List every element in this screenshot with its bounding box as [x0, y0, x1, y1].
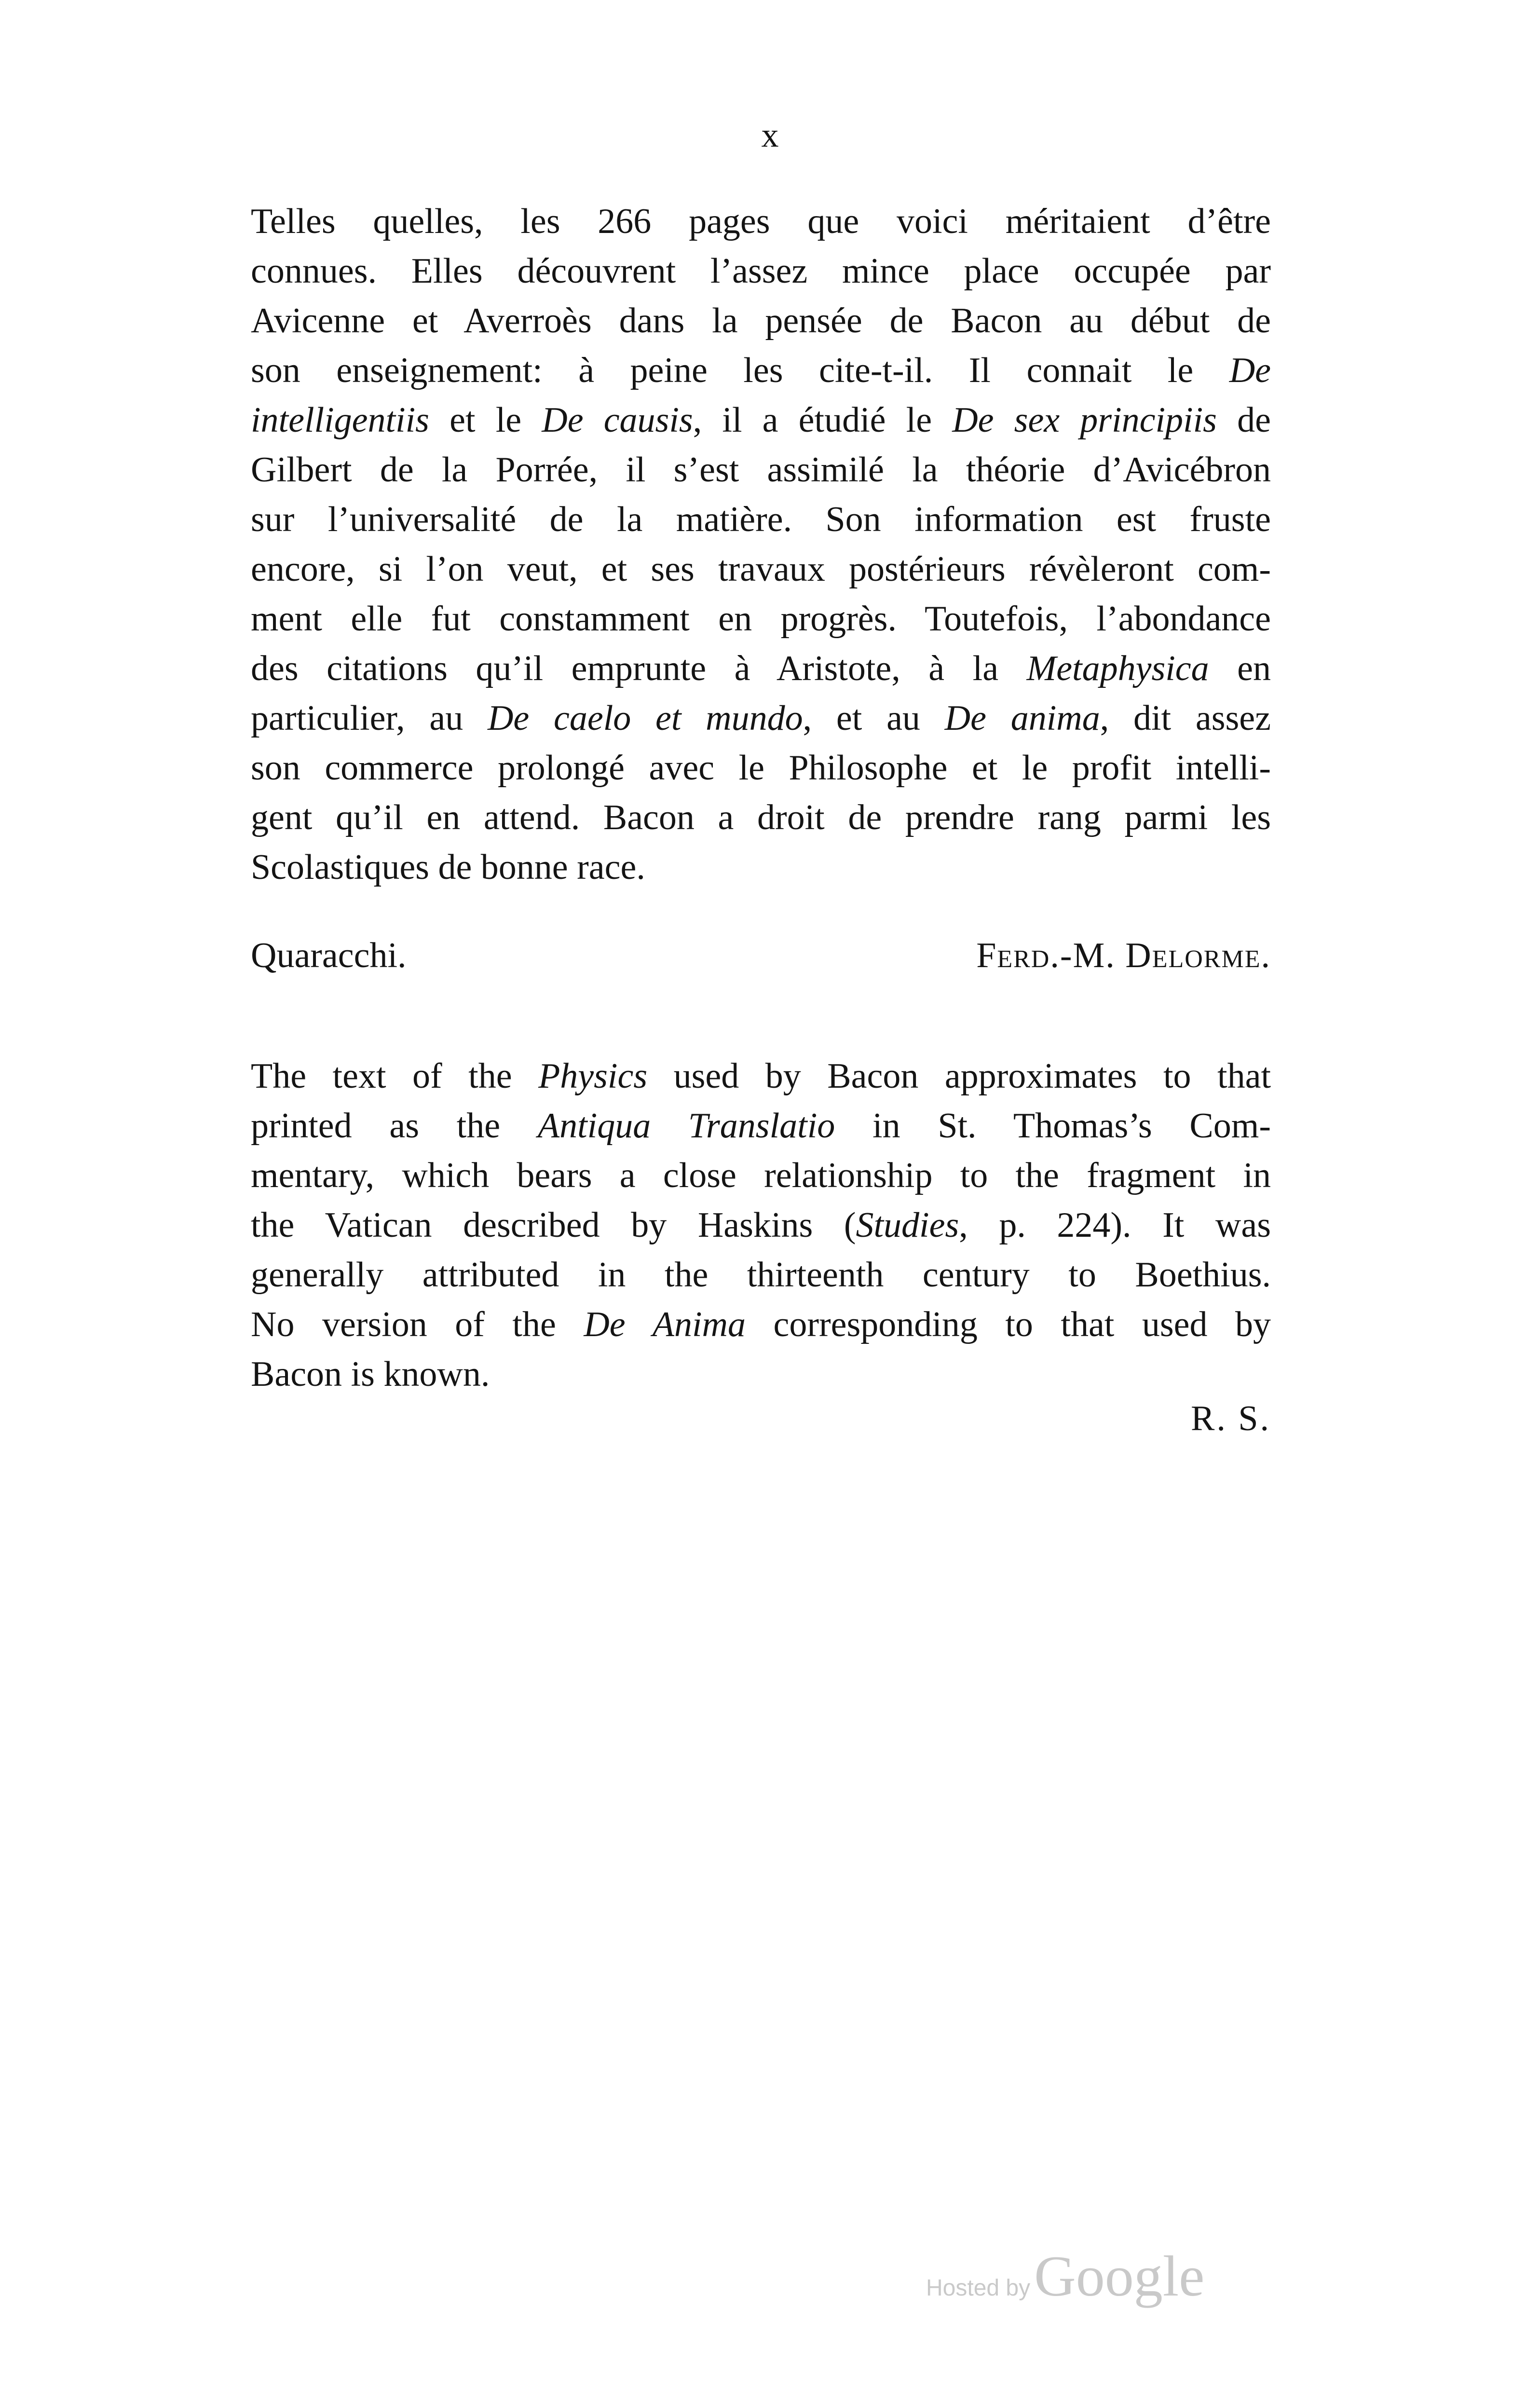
text-segment: gent qu’il en attend. Bacon a droit de prendre rang parmi les [251, 798, 1271, 837]
text-segment: ment elle fut constamment en progrès. Toutefois, l’abondance [251, 599, 1271, 639]
text-line [251, 1101, 1271, 1151]
text-segment: , il a étudié le [693, 400, 953, 440]
text-segment: Bacon is known. [251, 1354, 490, 1394]
text-line [251, 396, 1271, 445]
text-segment: des citations qu’il emprunte à Aristote, à la [251, 649, 1027, 688]
text-segment: , et au [803, 698, 945, 738]
italic-title: De anima [944, 698, 1100, 738]
italic-title: Physics [538, 1056, 648, 1096]
text-line [251, 694, 1271, 743]
italic-title: De Anima [584, 1305, 746, 1344]
text-segment: Scolastiques de bonne race. [251, 847, 645, 887]
text-line [251, 346, 1271, 396]
signature-place: Quaracchi. [251, 936, 407, 975]
text-line [251, 246, 1271, 296]
text-line [251, 594, 1271, 644]
text-line [251, 296, 1271, 346]
text-segment: Telles quelles, les 266 pages que voici méritaient d’être [251, 202, 1271, 241]
text-segment: printed as the [251, 1106, 538, 1146]
text-segment: particulier, au [251, 698, 488, 738]
text-segment: encore, si l’on veut, et ses travaux postérieurs révèleront com- [251, 549, 1271, 589]
text-line [251, 1350, 1271, 1399]
text-segment: used by Bacon approximates to that [647, 1056, 1271, 1096]
text-segment: Avicenne et Averroès dans la pensée de Bacon au début de [251, 301, 1271, 341]
text-segment: the Vatican described by Haskins ( [251, 1205, 856, 1245]
text-line [251, 1151, 1271, 1201]
italic-title: De caelo et mundo [487, 698, 803, 738]
text-segment: sur l’universalité de la matière. Son information est fruste [251, 500, 1271, 539]
text-segment: de [1216, 400, 1271, 440]
text-segment: et le [429, 400, 542, 440]
text-line [251, 197, 1271, 246]
text-segment: connues. Elles découvrent l’assez mince place occupée par [251, 251, 1271, 291]
text-line [251, 1300, 1271, 1350]
text-line [251, 495, 1271, 545]
text-segment: son commerce prolongé avec le Philosophe et le profit intelli- [251, 748, 1271, 788]
watermark-brand: Google [1034, 2244, 1205, 2308]
text-segment: , dit assez [1100, 698, 1271, 738]
author-initials: R. S. [1190, 1399, 1271, 1438]
italic-title: Metaphysica [1026, 649, 1209, 688]
text-segment: en [1209, 649, 1271, 688]
text-line [251, 644, 1271, 694]
italic-title: De sex principiis [952, 400, 1217, 440]
signature-row [251, 931, 1271, 981]
text-line [251, 1201, 1271, 1250]
text-line [251, 793, 1271, 843]
text-segment: mentary, which bears a close relationship to the fragment in [251, 1156, 1271, 1195]
english-paragraph [251, 1052, 1271, 1399]
text-segment: No version of the [251, 1305, 584, 1344]
text-segment: The text of the [251, 1056, 539, 1096]
text-segment: Gilbert de la Porrée, il s’est assimilé la théorie d’Avicébron [251, 450, 1271, 490]
text-line [251, 743, 1271, 793]
text-segment: corresponding to that used by [746, 1305, 1271, 1344]
watermark-hosted-text: Hosted by [926, 2275, 1031, 2301]
text-segment: in St. Thomas’s Com- [835, 1106, 1271, 1146]
italic-title: intelligentiis [251, 400, 429, 440]
italic-title: De causis [542, 400, 693, 440]
text-line [251, 843, 1271, 892]
text-line [251, 1250, 1271, 1300]
italic-title: Antiqua Translatio [537, 1106, 835, 1146]
text-line [251, 445, 1271, 495]
french-paragraph [251, 197, 1271, 892]
signature-author: Ferd.-M. Delorme. [976, 936, 1271, 975]
google-watermark [926, 2243, 1204, 2315]
italic-title: Studies [856, 1205, 959, 1245]
text-segment: son enseignement: à peine les cite-t-il. Il connait le [251, 351, 1229, 390]
text-line [251, 545, 1271, 594]
italic-title: De [1229, 351, 1271, 390]
text-segment: , p. 224). It was [959, 1205, 1271, 1245]
text-line [251, 1052, 1271, 1101]
text-segment: generally attributed in the thirteenth century to Boethius. [251, 1255, 1271, 1295]
page-number: x [761, 116, 779, 154]
